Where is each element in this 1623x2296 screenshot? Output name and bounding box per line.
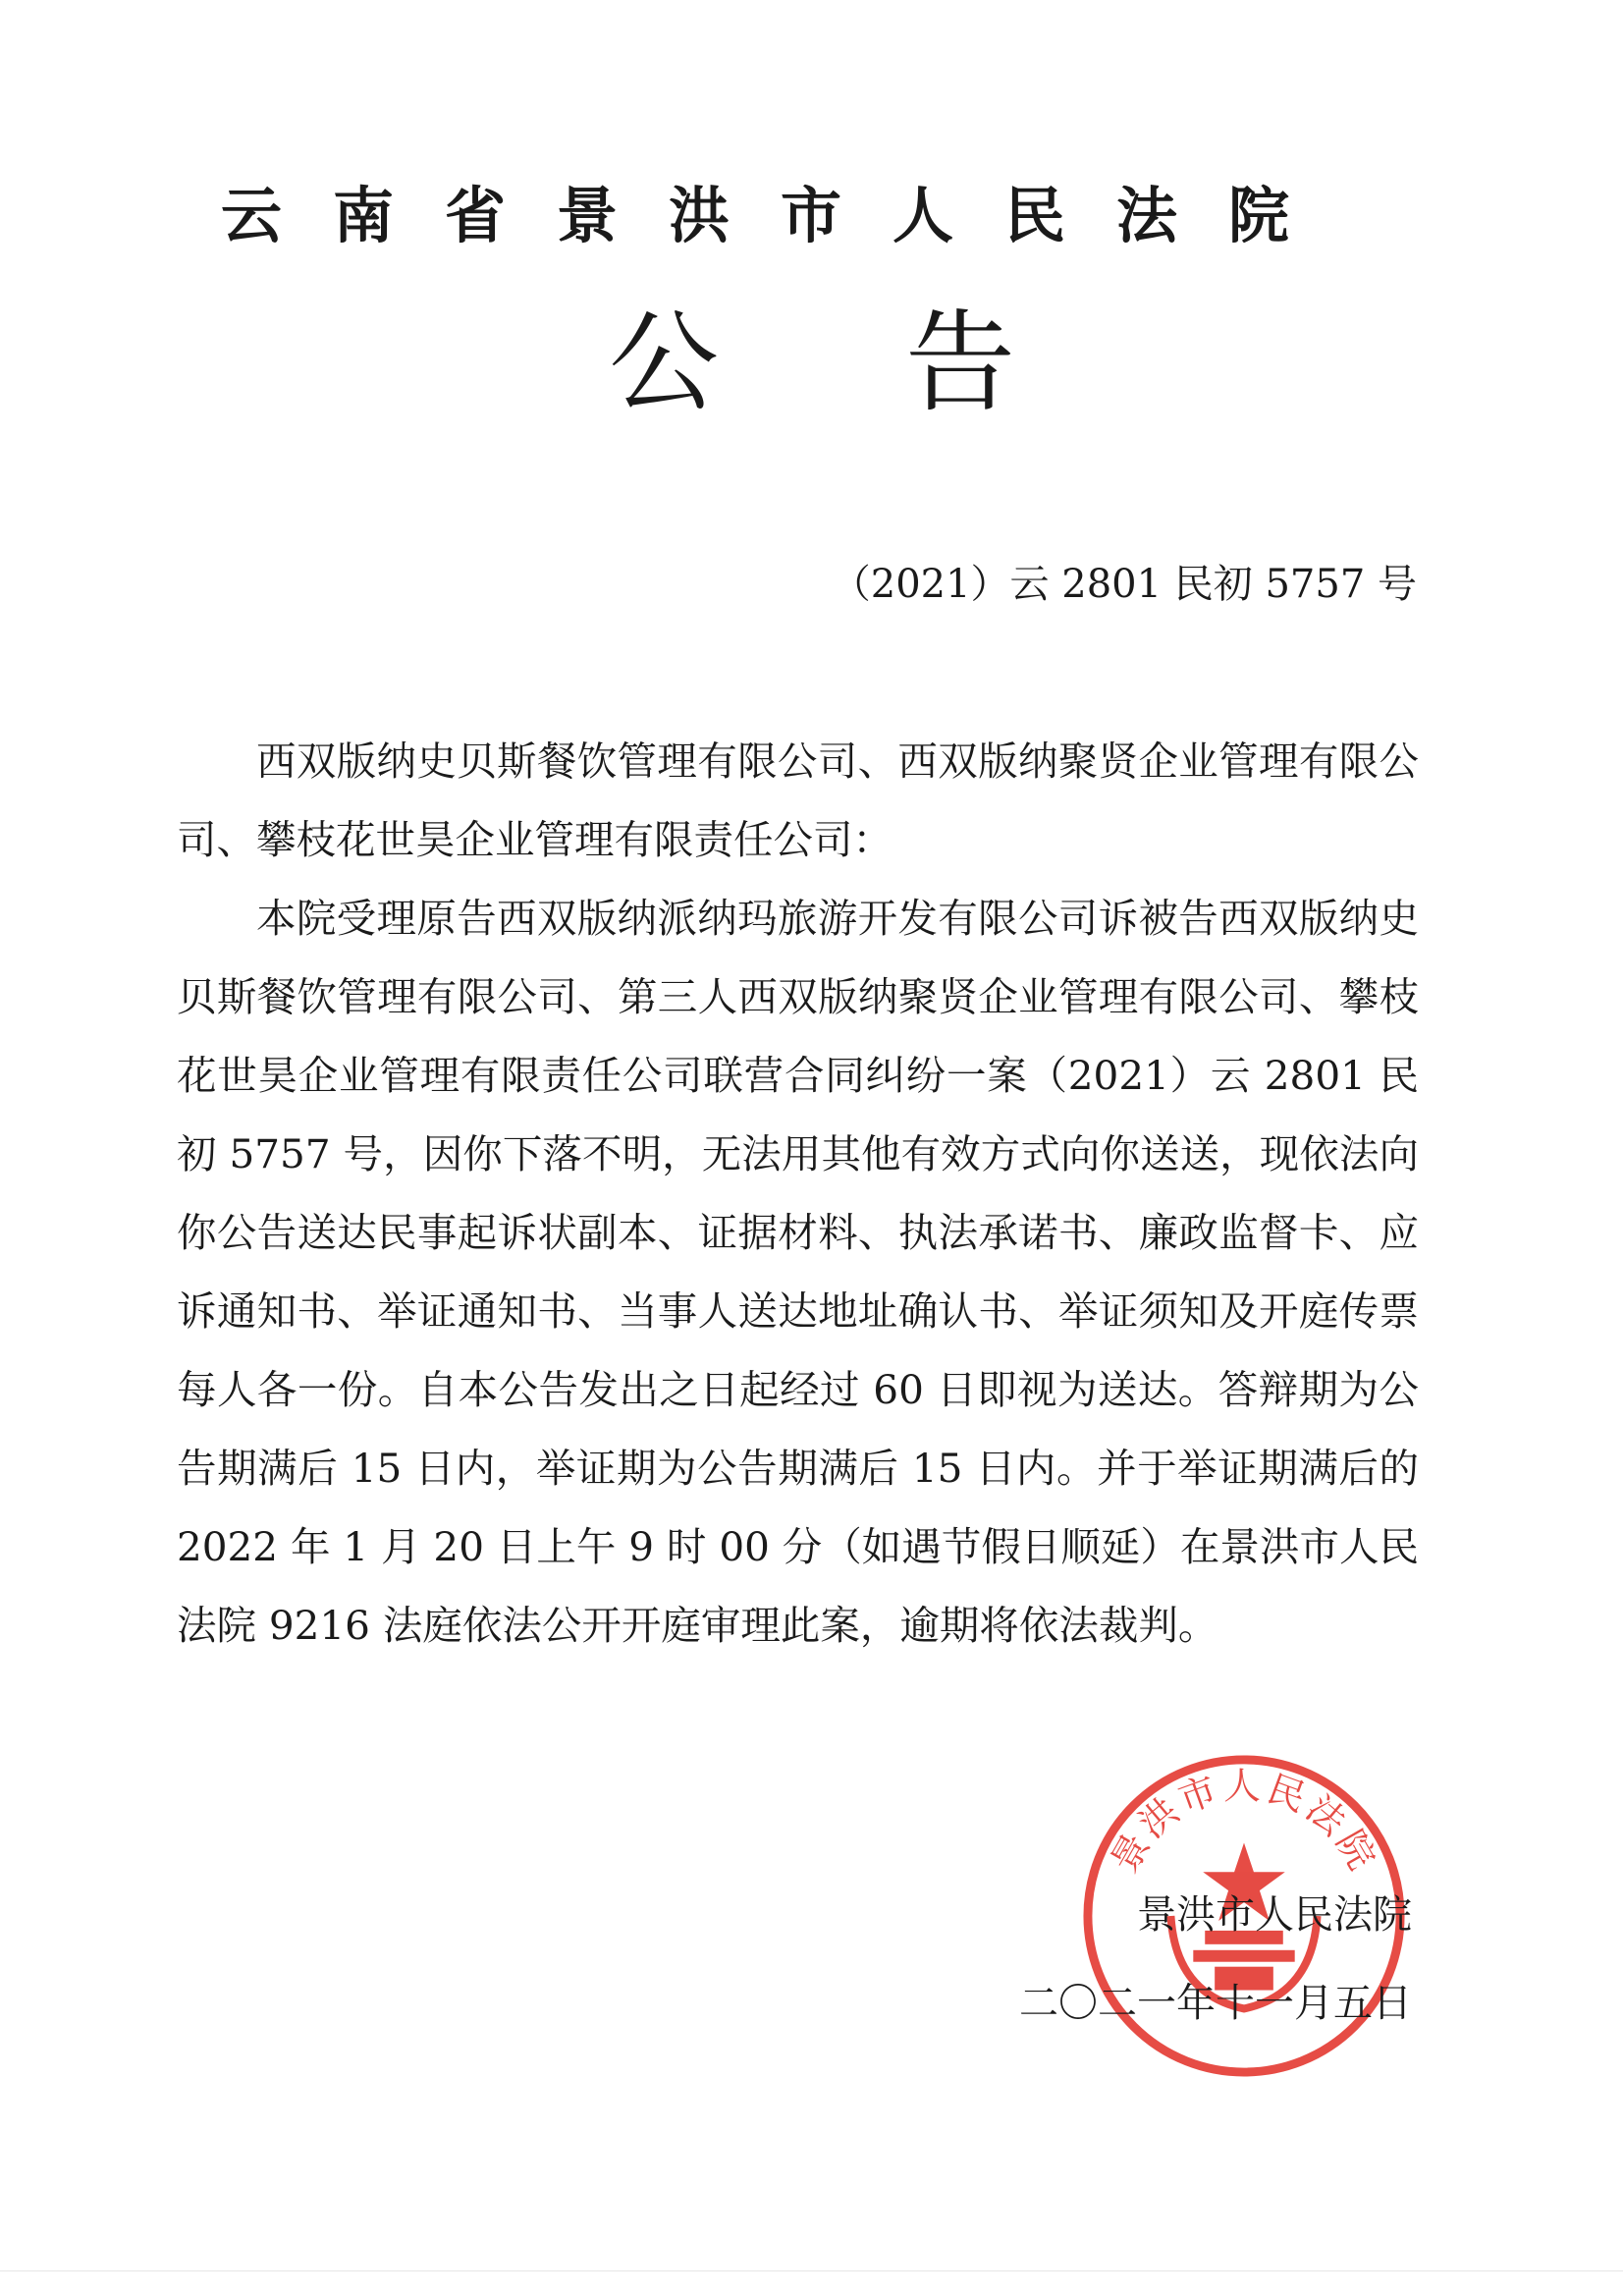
page-bottom-edge (0, 2270, 1623, 2271)
case-number: （2021）云 2801 民初 5757 号 (831, 562, 1417, 607)
addressees-paragraph: 西双版纳史贝斯餐饮管理有限公司、西双版纳聚贤企业管理有限公司、攀枝花世昊企业管理有限责任公司： (177, 738, 1419, 863)
content-paragraph: 本院受理原告西双版纳派纳玛旅游开发有限公司诉被告西双版纳史贝斯餐饮管理有限公司、第三人西双版纳聚贤企业管理有限公司、攀枝花世昊企业管理有限责任公司联营合同纠纷一案（2021）云 2801 民初 5757 号，因你下落不明，无法用其他有效方式向你送送，现依法向你公告送达民事起诉状副本、证据材料、执法承诺书、廉政监督卡、应诉通知书、举证通知书、当事人送达地址确认书、举证须知及开庭传票每人各一份。自本公告发出之日起经过 60 日即视为送达。答辩期为公告期满后 15 日内，举证期为公告期满后 15 日内。并于举证期满后的 2022 年 1 月 20 日上午 9 时 00 分（如遇节假日顺延）在景洪市人民法院 9216 法庭依法公开开庭审理此案，逾期将依法裁判。 (177, 895, 1419, 1649)
signing-date: 二〇二一年十一月五日 (1019, 1981, 1412, 2026)
document-title: 公告 (609, 300, 1202, 427)
court-name: 云南省景洪市人民法院 (221, 180, 1341, 251)
signing-court: 景洪市人民法院 (1137, 1892, 1412, 1938)
notice-body (177, 722, 1419, 1665)
seal-text: 景洪市人民法院 (1102, 1764, 1386, 1881)
